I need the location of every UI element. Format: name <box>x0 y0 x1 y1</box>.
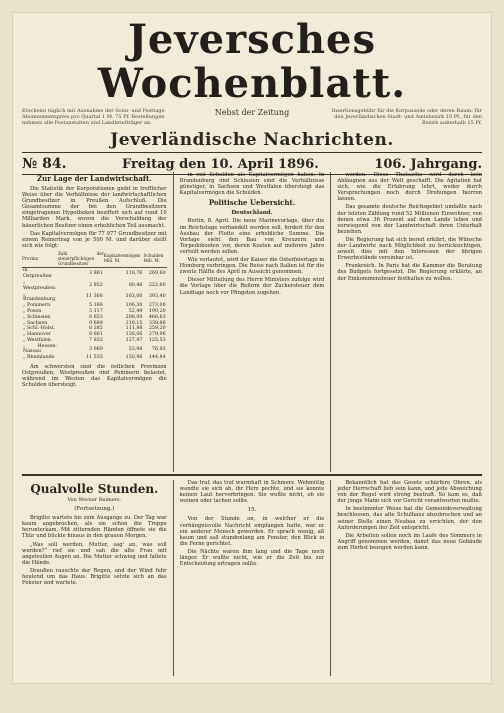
issue-date: Freitag den 10. April 1896. <box>122 157 319 172</box>
column-story-continued <box>180 480 325 676</box>
table-cell: 466,63 <box>148 314 166 320</box>
statistics-table <box>22 251 167 361</box>
table-cell: 163,00 <box>125 294 143 300</box>
table-cell: 3 117 <box>89 308 103 314</box>
table-cell: 76,93 <box>151 346 166 352</box>
table-cell: 190,20 <box>148 308 166 314</box>
table-cell: 208,00 <box>125 314 143 320</box>
table-cell: 3 861 <box>89 271 103 277</box>
table-cell: „ Hannover <box>23 332 51 338</box>
section-divider <box>22 474 482 476</box>
table-cell: 210,15 <box>125 320 143 326</box>
statistics-table-body <box>22 268 167 361</box>
column-feuilleton <box>22 480 167 676</box>
table-cell: 2 852 <box>89 282 103 288</box>
column-politics <box>180 172 325 472</box>
feuilleton-title: Qualvolle Stunden. <box>30 482 159 496</box>
insertion-notice: Insertionsgebühr für die Korpuszeile oder deren Raum: für den Jeverländischen Stadt- und Amtsbezirk 10 Pf., für den Bezirk außerhalb 15 Pf. <box>331 108 482 126</box>
section-subheading: Deutschland. <box>231 210 273 217</box>
story-paragraph: Die Nächte waren ihm lang und die Tage noch länger. Er wußte nicht, wie er die Zeit bis zur Entscheidung ertragen sollte. <box>179 548 325 568</box>
table-cell: 3 069 <box>89 346 103 352</box>
table-cell: 9 653 <box>89 314 103 320</box>
table-cell: 393,40 <box>148 294 166 300</box>
column-news <box>337 172 482 472</box>
article-paragraph: Die Regierung hat sich bereit erklärt, die Wünsche der Landwirte nach Möglichkeit zu berücksichtigen, soweit dies mit den Interessen der übrigen Erwerbsstände vereinbar ist. <box>337 236 482 262</box>
column-local-news <box>337 480 482 676</box>
table-header: Provinz <box>22 251 58 268</box>
issue-year: 106. Jahrgang. <box>374 157 482 172</box>
table-cell: 273,00 <box>148 303 166 309</box>
table-cell: 118,76 <box>125 271 143 277</box>
table-cell: „ Rheinlande <box>23 355 55 361</box>
table-row <box>22 292 167 304</box>
supplement-note: Nebst der Zeitung <box>214 108 290 117</box>
article-paragraph: In bestimmter Weise hat die Gemeindeverwaltung beschlossen, das alte Schulhaus abzubrechen und an seiner Stelle einen Neubau zu errichten, der den Anforderungen der Zeit entspricht. <box>337 506 482 531</box>
table-cell: „ Schl.-Holst. <box>23 326 56 332</box>
table-cell: 127,97 <box>125 337 143 343</box>
upper-columns <box>22 172 482 472</box>
column-rule <box>330 480 331 676</box>
table-cell: 80,46 <box>128 282 143 288</box>
table-row <box>22 268 167 280</box>
table-cell: „ Schlesien <box>23 314 51 320</box>
table-cell: 11 535 <box>85 355 103 361</box>
table-cell: in Ostpreußen <box>23 268 52 280</box>
table-cell: 144,84 <box>148 355 166 361</box>
article-paragraph: Berlin, 8. April. Die neue Marinevorlage, über die im Reichstage verhandelt werden soll, fordert für den Ausbau der Flotte eine erhebliche Summe. Die Vorlage sieht den Bau von Kreuzern und Torpedobooten vor, deren Kosten auf mehrere Jahre verteilt werden sollen. <box>179 218 325 255</box>
table-cell: 8 385 <box>89 326 103 332</box>
article-paragraph: Am schwersten sind die östlichen Provinzen Ostpreußen, Westpreußen und Pommern belastet, während im Westen das Kapitalvermögen die Schulden übersteigt. <box>22 364 167 389</box>
article-paragraph: Die Statistik der Korporationen giebt in trefflicher Weise über die Verhältnisse der landwirtschaftlichen Grundbesitzer in Preußen Aufschluß. Die Gesamtsumme der bei den Grundbesitzern eingetragenen Hypotheken beziffert sich auf rund 10 Milliarden Mark, wovon die Verschuldung der bäuerlichen Besitzer einen erheblichen Teil ausmacht. <box>22 186 167 229</box>
table-cell: 111,88 <box>125 326 143 332</box>
table-cell: 222,60 <box>148 282 166 288</box>
article-paragraph: werden. Diese Thatsache wird durch kein Abläugnen aus der Welt geschafft. Die Agitation hat sich, wie die Erfahrung lehrt, weder durch Versprechungen noch durch Drohungen beirren lassen. <box>337 172 482 203</box>
table-cell: 125,53 <box>148 337 166 343</box>
table-header: Zahl der steuerpflichtigen Grundbesitzer <box>58 251 104 268</box>
table-cell: „ Westfalen <box>23 337 51 343</box>
table-cell: 9 689 <box>89 320 103 326</box>
article-paragraph: Die Arbeiten sollen noch im Laufe des Sommers in Angriff genommen werden, damit das neue Gebäude zum Herbst bezogen werden kann. <box>337 532 482 551</box>
story-paragraph: Das traf, das traf wurmhaft in Schmerz. Wehmütig wandte sie sich ab, ihr Herz pochte, und sie konnte keinen Laut hervorbringen. Sie wußte nicht, ob sie weinen oder lachen sollte. <box>179 480 325 505</box>
table-cell: 269,60 <box>148 271 166 277</box>
column-agriculture <box>22 172 167 472</box>
table-cell: 259,20 <box>148 326 166 332</box>
table-cell: 5 168 <box>89 303 103 309</box>
table-cell: „ Westpreußen <box>23 279 56 291</box>
table-cell: „ Brandenburg <box>23 291 56 303</box>
issue-number: № 84. <box>22 156 67 172</box>
table-row <box>22 355 167 361</box>
newspaper-page <box>12 12 492 684</box>
masthead-title: Jeversches Wochenblatt. <box>97 16 407 107</box>
table-cell: 279,96 <box>148 332 166 338</box>
column-rule <box>173 172 174 472</box>
article-paragraph: Bekanntlich hat das Gesetz schärfere Ohren, als jeder Herrschaft lieb sein kann, und jede Abweichung von der Regel wird streng bestraft. So kam es, daß der junge Mann sich vor Gericht verantworten mußte. <box>337 480 482 505</box>
table-cell: 150,96 <box>125 355 143 361</box>
table-cell: 138,06 <box>125 332 143 338</box>
article-paragraph: Das gesamte deutsche Reichsgebiet umfaßte nach der letzten Zählung rund 52 Millionen Einwohner, von denen etwa 36 Prozent auf dem Lande leben und vorwiegend von der Landwirtschaft ihren Unterhalt beziehen. <box>337 204 482 235</box>
masthead-subrow <box>22 108 482 126</box>
article-paragraph: Wie verlautet, wird der Kaiser die Osterfeiertage in Homburg verbringen. Die Reise nach Italien ist für die zweite Hälfte des April in Aussicht genommen. <box>179 257 325 276</box>
table-cell: „ Hessen-Nassau <box>23 343 57 355</box>
subscription-notice: Erscheint täglich mit Ausnahme der Sonn- und Festtage. Abonnementspreis pro Quartal 1 M. 75 Pf. Bestellungen nehmen alle Postanstalten und Landbriefträger an. <box>22 108 167 126</box>
story-paragraph: „Was soll werden, Mutter, sag' an, was soll werden?“ rief sie und sah die alte Frau mit angstvollen Augen an. Die Mutter schwieg und faltete die Hände. <box>22 541 167 566</box>
table-cell: 7 832 <box>89 337 103 343</box>
banner-title: Jeverländische Nachrichten. <box>22 130 482 153</box>
table-cell: 338,86 <box>148 320 166 326</box>
table-cell: „ Posen <box>23 308 42 314</box>
table-header-row <box>22 251 167 268</box>
table-cell: 52,49 <box>128 308 143 314</box>
article-paragraph: in viel Schulden als Kapitalvermögen haben. In Brandenburg und Schlesien sind die Verhältnisse günstiger, in Sachsen und Westfalen übersteigt das Kapitalvermögen die Schulden. <box>179 172 325 197</box>
article-paragraph: Dieser Mitteilung des Herrn Ministers zufolge wird die Vorlage über die Reform der Zuckersteuer dem Landtage noch vor Pfingsten zugehen. <box>179 277 325 296</box>
article-heading-agriculture: Zur Lage der Landwirtschaft. <box>37 174 152 183</box>
table-header: Schulden Mill. M. <box>143 251 166 268</box>
table-cell: 8 661 <box>89 332 103 338</box>
table-cell: 53,98 <box>128 346 143 352</box>
lower-columns <box>22 480 482 676</box>
table-row <box>22 344 167 356</box>
story-paragraph: Von der Stunde an, in welcher er die verhängnisvolle Nachricht empfangen hatte, war er ein anderer Mensch geworden. Er sprach wenig, aß kaum und saß stundenlang am Fenster, den Blick in die Ferne gerichtet. <box>179 516 325 547</box>
table-cell: 106,30 <box>125 303 143 309</box>
table-cell: „ Pommern <box>23 303 51 309</box>
story-paragraph: Draußen rauschte der Regen, und der Wind fuhr heulend um das Haus. Brigitte setzte sich an das Fenster und wartete. <box>22 567 167 587</box>
table-header: Kapitalvermögen Mill. M. <box>104 251 144 268</box>
feuilleton-byline: Von Werner Reimers. <box>67 497 122 503</box>
article-paragraph: Frankreich. In Paris hat die Kammer die Beratung des Budgets fortgesetzt. Die Regierung erklärte, an der Einkommensteuer festhalten zu wollen. <box>337 263 482 282</box>
table-cell: 11 368 <box>85 294 103 300</box>
table-cell: „ Sachsen <box>23 320 48 326</box>
continuation-note: (Fortsetzung.) <box>74 506 115 513</box>
column-rule <box>173 480 174 676</box>
column-rule <box>330 172 331 472</box>
story-paragraph: Brigitte wartete bis zum Ausgange zu. Der Tag war kaum angebrochen, als sie schon die Treppe herunterkam. Mit zitternden Händen öffnete sie die Thür und blickte hinaus in den grauen Morgen. <box>22 515 167 540</box>
chapter-number: 15. <box>247 507 257 514</box>
article-heading-politics: Politische Uebersicht. <box>208 198 296 208</box>
article-paragraph: Das Kapitalvermögen für 77 977 Grundbesitzer mit einem Reinertrag von je 500 M. und darüber stellt sich wie folgt: <box>22 230 167 249</box>
table-row <box>22 280 167 292</box>
